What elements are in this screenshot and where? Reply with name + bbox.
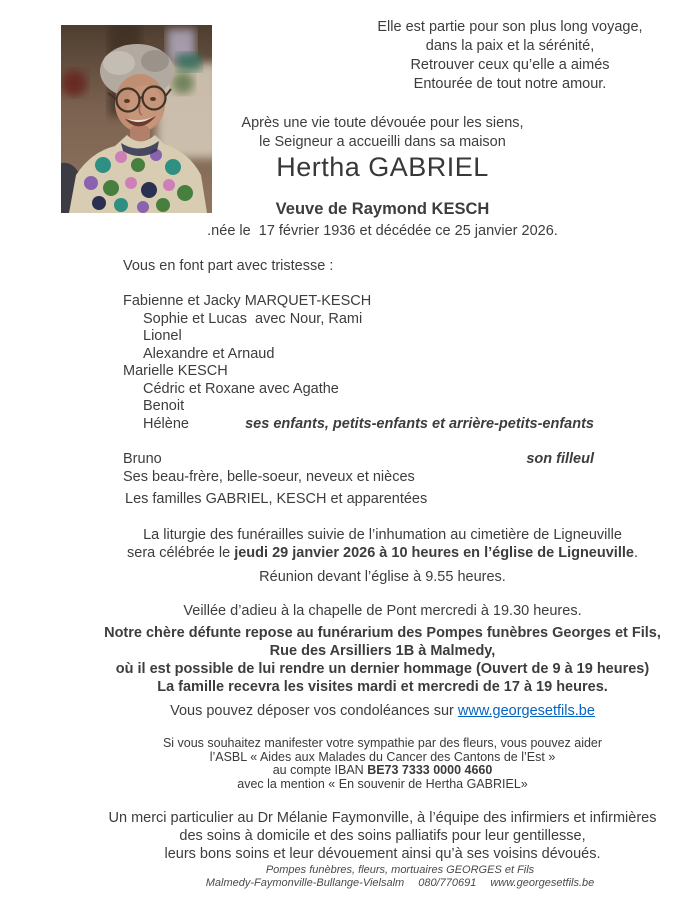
godson-label: son filleul: [526, 451, 594, 467]
family-member: Lionel: [143, 328, 182, 344]
children-label: ses enfants, petits-enfants et arrière-petits-enfants: [245, 415, 594, 432]
thanks-line: leurs bons soins et leur dévouement ainsi qu’à ses voisins dévoués.: [164, 846, 601, 862]
condolences-text: Vous pouvez déposer vos condoléances sur: [170, 703, 458, 719]
repose-line: où il est possible de lui rendre un dernier hommage (Ouvert de 9 à 19 heures): [115, 661, 650, 677]
intro-sentence: [85, 114, 680, 151]
deceased-name: Hertha GABRIEL: [276, 152, 489, 182]
liturgy-paragraph: [85, 526, 680, 562]
meeting-line: Réunion devant l’église à 9.55 heures.: [259, 569, 506, 585]
intro-line: Après une vie toute dévouée pour les siens,: [241, 115, 524, 131]
family-member: Benoit: [143, 398, 185, 414]
footer-company-line: Pompes funèbres, fleurs, mortuaires GEORGES et Fils: [265, 864, 535, 876]
family-member-row: [123, 416, 594, 434]
opening-poem: [360, 18, 660, 94]
vigil-line: Veillée d’adieu à la chapelle de Pont mercredi à 19.30 heures.: [183, 603, 582, 619]
repose-line: La famille recevra les visites mardi et mercredi de 17 à 19 heures.: [157, 679, 608, 695]
liturgy-line: sera célébrée le jeudi 29 janvier 2026 à 10 heures en l’église de Ligneuville.: [127, 545, 638, 561]
condolences-line: [85, 702, 680, 720]
family-member: Hélène: [143, 415, 189, 432]
thanks-line: Un merci particulier au Dr Mélanie Faymonville, à l’équipe des infirmiers et infirmières: [108, 810, 657, 826]
godson-name: Bruno: [123, 451, 162, 467]
godson-row: [123, 451, 594, 469]
deceased-relation: Veuve de Raymond KESCH: [275, 200, 490, 218]
family-list: [123, 293, 594, 433]
thanks-paragraph: [85, 809, 680, 863]
family-member: Marielle KESCH: [123, 363, 228, 379]
families-line: Les familles GABRIEL, KESCH et apparentées: [125, 491, 428, 507]
deceased-dates: .née le 17 février 1936 et décédée ce 25 janvier 2026.: [207, 223, 558, 239]
family-member: Sophie et Lucas avec Nour, Rami: [143, 310, 363, 327]
poem-line: Retrouver ceux qu’elle a aimés: [410, 57, 610, 73]
footer-phone: 080/770691: [418, 877, 477, 889]
poem-line: Elle est partie pour son plus long voyage,: [377, 19, 643, 35]
poem-line: Entourée de tout notre amour.: [413, 76, 607, 92]
funeral-home-footer: [110, 864, 690, 890]
repose-line: Notre chère défunte repose au funérarium des Pompes funèbres Georges et Fils,: [104, 625, 661, 641]
charity-iban-bold: BE73 7333 0000 4660: [367, 763, 493, 777]
liturgy-line: La liturgie des funérailles suivie de l’inhumation au cimetière de Ligneuville: [143, 527, 622, 543]
relatives-line: Ses beau-frère, belle-soeur, neveux et nièces: [123, 469, 415, 485]
thanks-line: des soins à domicile et des soins palliatifs pour leur gentillesse,: [179, 828, 586, 844]
intro-line: le Seigneur a accueilli dans sa maison: [259, 133, 506, 150]
announcement-intro: Vous en font part avec tristesse :: [123, 258, 334, 274]
charity-line: au compte IBAN BE73 7333 0000 4660: [272, 763, 493, 777]
family-member: Alexandre et Arnaud: [143, 345, 275, 362]
charity-line: avec la mention « En souvenir de Hertha GABRIEL»: [237, 776, 528, 791]
charity-line: Si vous souhaitez manifester votre sympathie par des fleurs, vous pouvez aider: [162, 736, 603, 750]
liturgy-date-bold: jeudi 29 janvier 2026 à 10 heures en l’église de Ligneuville: [234, 545, 634, 561]
charity-line: l’ASBL « Aides aux Malades du Cancer des Cantons de l’Est »: [209, 749, 556, 764]
condolences-link[interactable]: www.georgesetfils.be: [457, 703, 595, 719]
footer-website: www.georgesetfils.be: [490, 877, 595, 889]
repose-line: Rue des Arsilliers 1B à Malmedy,: [269, 643, 496, 659]
charity-paragraph: [85, 737, 680, 791]
poem-line: dans la paix et la sérénité,: [425, 38, 595, 54]
footer-locations: Malmedy-Faymonville-Bullange-Vielsalm: [205, 877, 405, 889]
footer-contact-line: [110, 877, 690, 890]
family-member: Fabienne et Jacky MARQUET-KESCH: [123, 293, 372, 309]
repose-paragraph: [85, 624, 680, 696]
family-member: Cédric et Roxane avec Agathe: [143, 380, 339, 397]
